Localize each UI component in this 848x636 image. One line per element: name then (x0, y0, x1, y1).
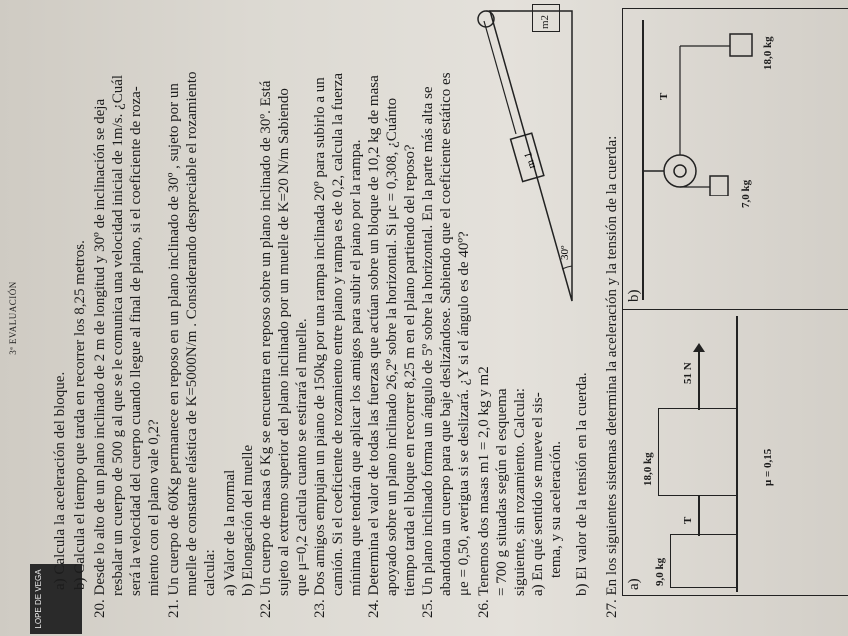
sys-b-pulley-small (674, 165, 686, 177)
rope (484, 21, 516, 134)
text-line: b) Calcula el tiempo que tarda en recorrer los 8,25 metros. (72, 240, 88, 590)
sys-a-block-b (658, 408, 738, 496)
sys-a-floor (736, 316, 738, 592)
sys-a-mass-b-label: 18,0 kg (642, 452, 654, 486)
sys-a-tension-label: T (682, 516, 694, 524)
angle-arc (562, 266, 572, 269)
sys-b-label: b) (626, 289, 642, 302)
text-line: b) El valor de la tensión en la cuerda. (574, 372, 590, 596)
q27-divider (622, 309, 848, 310)
mass-m1-label: m 1 (522, 150, 539, 171)
text-line: siguiente, sin rozamiento. Calcula: (512, 388, 528, 596)
text-line: 20. Desde lo alto de un plano inclinado de 2 m de longitud y 30º de inclinación se deja (92, 98, 108, 618)
text-line: apoyado sobre un plano inclinado 26,2º sobre la horizontal. Si μc = 0,308, ¿Cuánto (384, 97, 400, 596)
sys-b-block-b (730, 34, 752, 56)
text-line: 26. Tenemos dos masas m1 = 2,0 kg y m2 (476, 366, 492, 618)
sys-a-force-arrow (698, 350, 700, 410)
text-line: tema, y su aceleración. (548, 440, 564, 578)
question-27: 27. En los siguientes sistemas determina la aceleración y la tensión de la cuerda: (604, 135, 620, 618)
text-line: 25. Un plano inclinado forma un ángulo de 5º sobre la horizontal. En la parte más alta se (420, 86, 436, 618)
text-line: a) Calcula la aceleración del bloque. (52, 371, 68, 590)
text-line: camión. Si el coeficiente de rozamiento entre piano y rampa es de 0,2, calcula la fuerza (330, 72, 346, 596)
text-line: 22. Un cuerpo de masa 6 Kg se encuentra en reposo sobre un plano inclinado de 30º. Está (258, 80, 274, 618)
sys-a-mass-a-label: 9,0 kg (654, 557, 666, 586)
mass-m2-block (532, 4, 560, 32)
text-line: 24. Determina el valor de todas las fuerzas que actúan sobre un bloque de 10,2 kg de masa (366, 75, 382, 618)
text-line: 23. Dos amigos empujan un piano de 150kg por una rampa inclinada 20º para subirlo a un (312, 77, 328, 618)
text-line: mínima que tendrán que aplicar los amigos para subir el piano por la rampa. (348, 139, 364, 596)
text-line: b) Elongación del muelle (240, 444, 256, 596)
text-line: a) Valor de la normal (222, 469, 238, 596)
incline-diagram (470, 6, 580, 306)
sys-a-force-label: 51 N (682, 362, 694, 384)
sys-b-tension-label: T (658, 92, 670, 100)
mass-m2-label: m2 (539, 14, 551, 29)
text-line: será la velocidad del cuerpo cuando llegue al final de plano, si el coeficiente de roza- (128, 86, 144, 596)
text-line: miento con el plano vale 0,2? (146, 419, 162, 596)
sys-b-pulley-large (664, 155, 696, 187)
text-line: abandona un cuerpo para que baje deslizándose. Sabiendo que el coeficiente estático es (438, 72, 454, 596)
sys-b-block-a (710, 176, 728, 196)
text-line: tiempo tarda el bloque en recorrer 8,25 m en el plano partiendo del reposo? (402, 144, 418, 596)
text-line: calcula: (202, 549, 218, 596)
text-line: 21. Un cuerpo de 60Kg permanece en reposo en un plano inclinado de 30º , sujeto por un (166, 83, 182, 618)
angle-label: 30º (559, 245, 571, 260)
sys-a-friction-label: μ = 0,15 (762, 448, 774, 486)
sys-a-block-a (670, 534, 738, 588)
sys-b-pulley-diagram (640, 26, 770, 196)
text-line: μe = 0,50, averigua si se deslizará. ¿Y si el ángulo es de 40º? (456, 231, 472, 596)
text-line: resbalar un cuerpo de 500 g al que se le comunica una velocidad inicial de 1m/s. ¿Cuál (110, 74, 126, 596)
school-logo-text: LOPE DE VEGA (34, 569, 43, 629)
text-line: = 700 g situadas según el esquema (494, 388, 510, 596)
sys-b-mass-b-label: 18,0 kg (762, 36, 774, 70)
sys-b-mass-a-label: 7,0 kg (740, 179, 752, 208)
text-line: muelle de constante elástica de K=5000N/m . Considerando despreciable el rozamiento (184, 71, 200, 596)
text-line: a) En qué sentido se mueve el sis- (530, 392, 546, 596)
text-line: sujeto al extremo superior del plano inclinado por un muelle de K=20 N/m Sabiendo (276, 88, 292, 596)
sys-a-rope (698, 496, 700, 536)
sys-a-label: a) (626, 578, 642, 590)
sys-a-arrow-head (693, 343, 705, 352)
page-header: 3ª EVALUACIÓN (8, 281, 18, 355)
text-line: que μ=0,2 calcula cuanto se estirará el muelle. (294, 318, 310, 596)
